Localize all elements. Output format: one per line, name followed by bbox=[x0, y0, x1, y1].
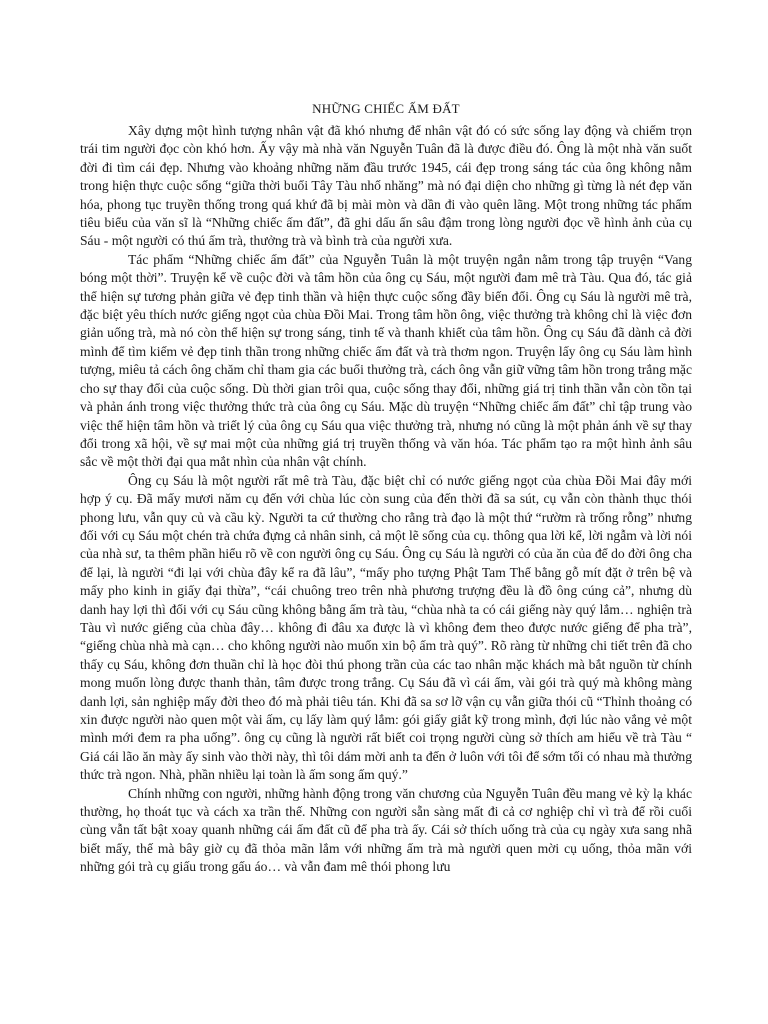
paragraph-4: Chính những con người, những hành động trong văn chương của Nguyễn Tuân đều mang vẻ kỳ lạ khác thường, họ thoát tục và cách xa trần thế. Những con người sẵn sàng mất đi cả cơ nghiệp chỉ vì trà để rồi cuối cùng vẫn tất bật xoay quanh những cái ấm đất cũ để pha trà ấy. Cái sở thích uống trà của cụ ngày xưa sang nhã biết mấy, thế mà bây giờ cụ đã thỏa mãn lắm với những ấm trà mà người quen mời cụ uống, thỏa mãn với những gói trà cụ giấu trong gấu áo… và vẫn đam mê thói phong lưu bbox=[80, 785, 692, 875]
paragraph-2: Tác phẩm “Những chiếc ấm đất” của Nguyễn Tuân là một truyện ngắn nằm trong tập truyện “Vang bóng một thời”. Truyện kể về cuộc đời và tâm hồn của ông cụ Sáu, một người đam mê trà Tàu. Qua đó, tác giả thể hiện sự tương phản giữa vẻ đẹp tinh thần và hiện thực cuộc sống đầy biến đổi. Ông cụ Sáu là người mê trà, đặc biệt yêu thích nước giếng ngọt của chùa Đồi Mai. Trong tâm hồn ông, việc thưởng trà không chỉ là việc đơn giản uống trà, mà nó còn thể hiện sự trong sáng, tinh tế và thanh khiết của tâm hồn. Ông cụ Sáu đã dành cả đời mình để tìm kiếm vẻ đẹp tinh thần trong những chiếc ấm đất và trà thơm ngon. Truyện lấy ông cụ Sáu làm hình tượng, miêu tả cách ông chăm chỉ tham gia các buổi thưởng trà, cách ông vẫn giữ vững tâm hồn trong trắng mặc cho sự thay đổi của cuộc sống. Dù thời gian trôi qua, cuộc sống thay đổi, những giá trị tinh thần vẫn còn tồn tại và phản ánh trong việc thưởng thức trà của ông cụ Sáu. Mặc dù truyện “Những chiếc ấm đất” chỉ tập trung vào việc thể hiện tâm hồn và triết lý của ông cụ Sáu qua việc thưởng trà, nhưng nó cũng là một phản ánh về sự thay đổi trong xã hội, về sự mai một của những giá trị truyền thống và văn hóa. Tác phẩm tạo ra một hình ảnh sâu sắc về một thời đại qua mắt nhìn của nhân vật chính. bbox=[80, 251, 692, 470]
paragraph-1: Xây dựng một hình tượng nhân vật đã khó nhưng để nhân vật đó có sức sống lay động và chiếm trọn trái tim người đọc còn khó hơn. Ấy vậy mà nhà văn Nguyễn Tuân đã là được điều đó. Ông là một nhà văn suốt đời đi tìm cái đẹp. Nhưng vào khoảng những năm đầu trước 1945, cái đẹp trong sáng tác của ông không nằm trong hiện thực cuộc sống “giữa thời buổi Tây Tàu nhố nhăng” mà nó đại diện cho những gì từng là nét đẹp văn hóa, phong tục truyền thống trong quá khứ đã bị mài mòn và dần đi vào quên lãng. Một trong những tác phẩm tiêu biểu của văn sĩ là “Những chiếc ấm đất”, đã ghi dấu ấn sâu đậm trong lòng người đọc về hình ảnh của cụ Sáu - một người có thú ấm trà, thưởng trà và bình trà của người xưa. bbox=[80, 123, 692, 249]
document-title: NHỮNG CHIẾC ẤM ĐẤT bbox=[312, 101, 460, 116]
document-page bbox=[80, 100, 692, 877]
paragraph-3: Ông cụ Sáu là một người rất mê trà Tàu, đặc biệt chỉ có nước giếng ngọt của chùa Đồi Mai đây mới hợp ý cụ. Đã mấy mươi năm cụ đến với chùa lúc còn sung của đến thời đã sa sút, cụ vẫn còn thành thục thói phong lưu, vẫn quy củ và cầu kỳ. Người ta cứ thường cho rằng trà đạo là một thứ “rườm rà trống rỗng” nhưng đối với cụ Sáu một chén trà chứa đựng cả nhân sinh, cả một lẽ sống của cụ. thông qua lời kể, lời ngẫm và lời nói của nhà sư, ta thêm phần hiểu rõ về con người ông cụ Sáu. Ông cụ Sáu là người có của ăn của để do đời ông cha để lại, là người “đi lại với chùa đây kể ra đã lâu”, “mấy pho tượng Phật Tam Thế bằng gỗ mít đặt ở trên bệ và mấy pho kinh in giấy đại thừa”, “cái chuông treo trên nhà phương trượng đều là đồ ông cúng cả”, nhưng dù danh hay lợi thì đối với cụ Sáu cũng không bằng ấm trà tàu, “chùa nhà ta có cái giếng này quý lắm… nghiện trà Tàu vì nước giếng của chùa đây… không đi đâu xa được là vì không đem theo được nước giếng để pha trà”, “giếng chùa nhà mà cạn… cho không người nào muốn xin bộ ấm trà quý”. Rõ ràng từ những chi tiết trên đã cho thấy cụ Sáu, không đơn thuần chỉ là học đòi thú phong trần của các tao nhân mặc khách mà bắt nguồn từ chính mong muốn lòng được thanh thản, tâm được trong trắng. Cụ Sáu đã vì cái ấm, vài gói trà quý mà không màng danh lợi, sản nghiệp mấy đời theo đó mà phải tiêu tán. Khi đã sa sơ lỡ vận cụ vẫn giữa thói cũ “Thỉnh thoảng có xin được người nào quen một vài ấm, cụ lấy làm quý lắm: gói giấy giắt kỹ trong mình, đợi lúc nào vắng vẻ một mình mới đem ra pha uống”. ông cụ cũng là người rất biết coi trọng người cùng sở thích am hiểu về trà Tàu “ Giá cái lão ăn mày ấy sinh vào thời này, thì tôi dám mời anh ta đến ở luôn với tôi để sớm tối có nhau mà thưởng thức trà ngon. Nhà, phần nhiều lại toàn là ấm song ấm quý.” bbox=[80, 472, 692, 783]
